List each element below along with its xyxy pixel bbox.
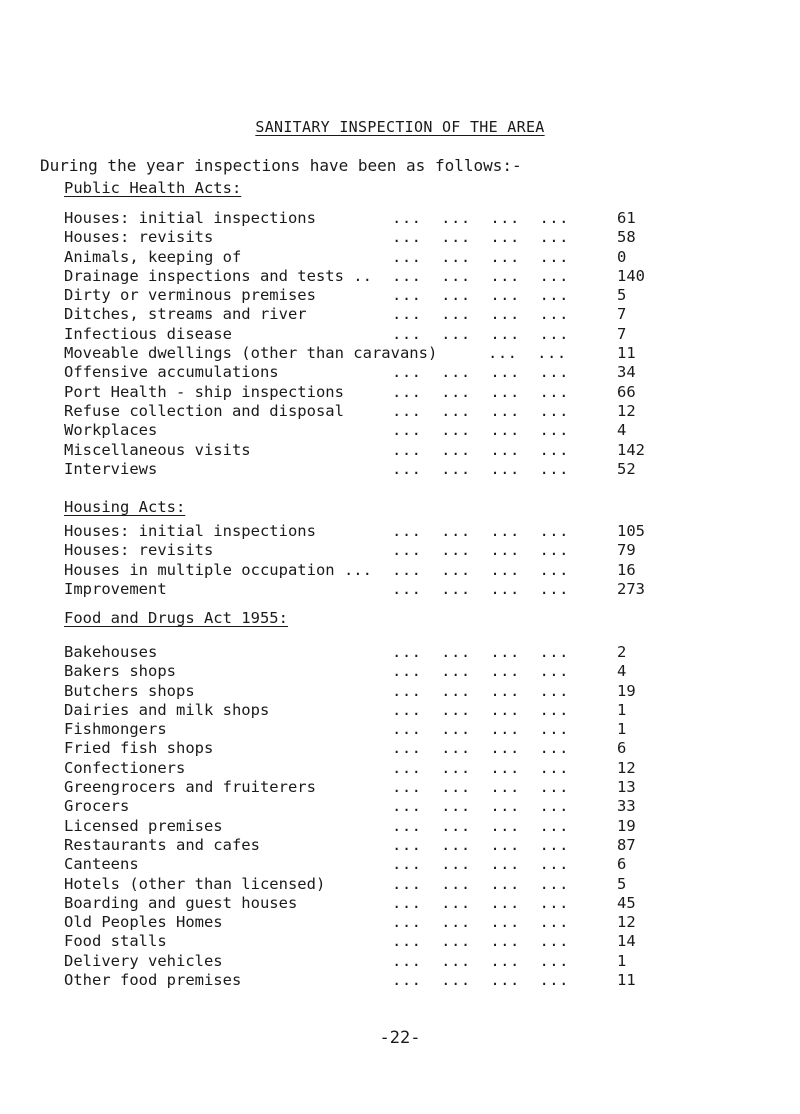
leader-dots: ... ... ... ... — [392, 932, 569, 951]
item-value: 7 — [617, 324, 627, 343]
item-value: 66 — [617, 382, 636, 401]
leader-dots: ... ... ... ... — [392, 681, 569, 700]
list-item — [64, 913, 644, 932]
list-item — [64, 662, 644, 681]
section-heading-housing: Housing Acts: — [64, 498, 186, 516]
item-label: Greengrocers and fruiterers — [64, 778, 316, 797]
leader-dots: ... ... ... ... — [392, 228, 569, 247]
item-value: 61 — [617, 209, 636, 227]
list-item — [64, 209, 644, 228]
item-value: 12 — [617, 913, 636, 932]
leader-dots: ... ... ... ... — [392, 874, 569, 893]
list-item — [64, 383, 644, 402]
item-value: 6 — [617, 739, 627, 758]
item-label: Grocers — [64, 797, 130, 816]
section-public-health — [64, 209, 644, 479]
item-value: 1 — [617, 700, 627, 719]
leader-dots: ... ... ... ... — [392, 835, 569, 854]
leader-dots: ... ... ... ... — [392, 971, 569, 990]
item-label: Fishmongers — [64, 720, 167, 739]
list-item — [64, 441, 644, 460]
leader-dots: ... ... ... ... — [392, 579, 569, 598]
item-value: 5 — [617, 874, 627, 893]
item-value: 34 — [617, 363, 636, 382]
item-label: Fried fish shops — [64, 739, 214, 758]
list-item — [64, 286, 644, 305]
item-label: Houses: revisits — [64, 228, 214, 247]
list-item — [64, 720, 644, 739]
item-label: Bakers shops — [64, 662, 176, 681]
leader-dots: ... ... ... ... — [392, 401, 569, 420]
list-item — [64, 643, 644, 662]
leader-dots: ... ... ... ... — [392, 560, 569, 579]
item-label: Infectious disease — [64, 324, 232, 343]
section-housing — [64, 522, 644, 599]
item-label: Port Health - ship inspections — [64, 382, 344, 401]
item-label: Licensed premises — [64, 816, 223, 835]
leader-dots: ... ... ... ... — [392, 893, 569, 912]
section-heading-public-health: Public Health Acts: — [64, 179, 242, 197]
item-value: 87 — [617, 835, 636, 854]
item-label: Ditches, streams and river — [64, 305, 307, 324]
item-value: 1 — [617, 720, 627, 739]
leader-dots: ... ... ... ... — [392, 816, 569, 835]
item-value: 4 — [617, 662, 627, 681]
list-item — [64, 305, 644, 324]
item-label: Improvement — [64, 579, 167, 598]
page-title-text: SANITARY INSPECTION OF THE AREA — [255, 118, 545, 136]
item-label: Bakehouses — [64, 643, 158, 661]
item-label: Houses: revisits — [64, 541, 214, 560]
leader-dots: ... ... ... ... — [392, 324, 569, 343]
item-value: 16 — [617, 560, 636, 579]
leader-dots: ... ... ... ... — [392, 305, 569, 324]
item-label: Butchers shops — [64, 681, 195, 700]
item-value: 273 — [617, 579, 645, 598]
item-label: Houses in multiple occupation ... — [64, 560, 372, 579]
item-label: Confectioners — [64, 758, 186, 777]
list-item — [64, 932, 644, 951]
item-label: Animals, keeping of — [64, 247, 242, 266]
item-value: 140 — [617, 266, 645, 285]
list-item — [64, 541, 644, 560]
list-item — [64, 460, 644, 479]
item-value: 4 — [617, 421, 627, 440]
leader-dots: ... ... ... ... — [392, 421, 569, 440]
leader-dots: ... ... ... ... — [392, 440, 569, 459]
item-label: Restaurants and cafes — [64, 835, 260, 854]
item-value: 58 — [617, 228, 636, 247]
leader-dots: ... ... ... ... — [392, 247, 569, 266]
leader-dots: ... ... ... ... — [392, 643, 569, 661]
item-label: Houses: initial inspections — [64, 522, 316, 540]
item-label: Houses: initial inspections — [64, 209, 316, 227]
leader-dots: ... ... ... ... — [392, 662, 569, 681]
list-item — [64, 894, 644, 913]
leader-dots: ... ... ... ... — [392, 778, 569, 797]
item-label: Other food premises — [64, 971, 242, 990]
item-value: 1 — [617, 951, 627, 970]
list-item — [64, 759, 644, 778]
list-item — [64, 344, 644, 363]
list-item — [64, 817, 644, 836]
list-item — [64, 778, 644, 797]
leader-dots: ... ... ... ... — [392, 720, 569, 739]
leader-dots: ... ... — [488, 344, 567, 363]
list-item — [64, 836, 644, 855]
leader-dots: ... ... ... ... — [392, 459, 569, 478]
list-item — [64, 561, 644, 580]
item-value: 5 — [617, 286, 627, 305]
section-food — [64, 643, 644, 990]
item-label: Offensive accumulations — [64, 363, 279, 382]
list-item — [64, 682, 644, 701]
leader-dots: ... ... ... ... — [392, 382, 569, 401]
list-item — [64, 580, 644, 599]
item-label: Miscellaneous visits — [64, 440, 251, 459]
item-value: 2 — [617, 643, 627, 661]
list-item — [64, 875, 644, 894]
item-value: 11 — [617, 344, 636, 363]
item-value: 79 — [617, 541, 636, 560]
item-label: Delivery vehicles — [64, 951, 223, 970]
page-number: -22- — [379, 1028, 421, 1048]
leader-dots: ... ... ... ... — [392, 758, 569, 777]
list-item — [64, 739, 644, 758]
list-item — [64, 325, 644, 344]
leader-dots: ... ... ... ... — [392, 363, 569, 382]
list-item — [64, 701, 644, 720]
leader-dots: ... ... ... ... — [392, 855, 569, 874]
item-label: Dairies and milk shops — [64, 700, 270, 719]
item-label: Boarding and guest houses — [64, 893, 298, 912]
list-item — [64, 363, 644, 382]
item-value: 11 — [617, 971, 636, 990]
item-value: 14 — [617, 932, 636, 951]
item-label: Refuse collection and disposal — [64, 401, 344, 420]
intro-text: During the year inspections have been as follows:- — [40, 156, 522, 175]
list-item — [64, 522, 644, 541]
item-value: 105 — [617, 522, 645, 540]
item-value: 12 — [617, 758, 636, 777]
item-value: 0 — [617, 247, 627, 266]
list-item — [64, 855, 644, 874]
list-item — [64, 402, 644, 421]
item-value: 19 — [617, 816, 636, 835]
list-item — [64, 267, 644, 286]
leader-dots: ... ... ... ... — [392, 286, 569, 305]
list-item — [64, 421, 644, 440]
list-item — [64, 797, 644, 816]
item-label: Drainage inspections and tests .. — [64, 266, 372, 285]
leader-dots: ... ... ... ... — [392, 700, 569, 719]
leader-dots: ... ... ... ... — [392, 541, 569, 560]
leader-dots: ... ... ... ... — [392, 739, 569, 758]
item-label: Workplaces — [64, 421, 158, 440]
list-item — [64, 248, 644, 267]
item-label: Dirty or verminous premises — [64, 286, 316, 305]
leader-dots: ... ... ... ... — [392, 913, 569, 932]
item-value: 7 — [617, 305, 627, 324]
item-label: Moveable dwellings (other than caravans) — [64, 344, 438, 363]
section-heading-food: Food and Drugs Act 1955: — [64, 609, 288, 627]
leader-dots: ... ... ... ... — [392, 266, 569, 285]
leader-dots: ... ... ... ... — [392, 522, 569, 540]
item-value: 52 — [617, 459, 636, 478]
leader-dots: ... ... ... ... — [392, 951, 569, 970]
item-label: Canteens — [64, 855, 139, 874]
item-value: 142 — [617, 440, 645, 459]
page-title — [0, 118, 800, 136]
item-value: 12 — [617, 401, 636, 420]
item-value: 19 — [617, 681, 636, 700]
item-value: 13 — [617, 778, 636, 797]
item-label: Food stalls — [64, 932, 167, 951]
item-label: Old Peoples Homes — [64, 913, 223, 932]
item-label: Hotels (other than licensed) — [64, 874, 326, 893]
list-item — [64, 971, 644, 990]
leader-dots: ... ... ... ... — [392, 209, 569, 227]
list-item — [64, 952, 644, 971]
item-value: 6 — [617, 855, 627, 874]
item-label: Interviews — [64, 459, 158, 478]
leader-dots: ... ... ... ... — [392, 797, 569, 816]
item-value: 45 — [617, 893, 636, 912]
list-item — [64, 228, 644, 247]
item-value: 33 — [617, 797, 636, 816]
